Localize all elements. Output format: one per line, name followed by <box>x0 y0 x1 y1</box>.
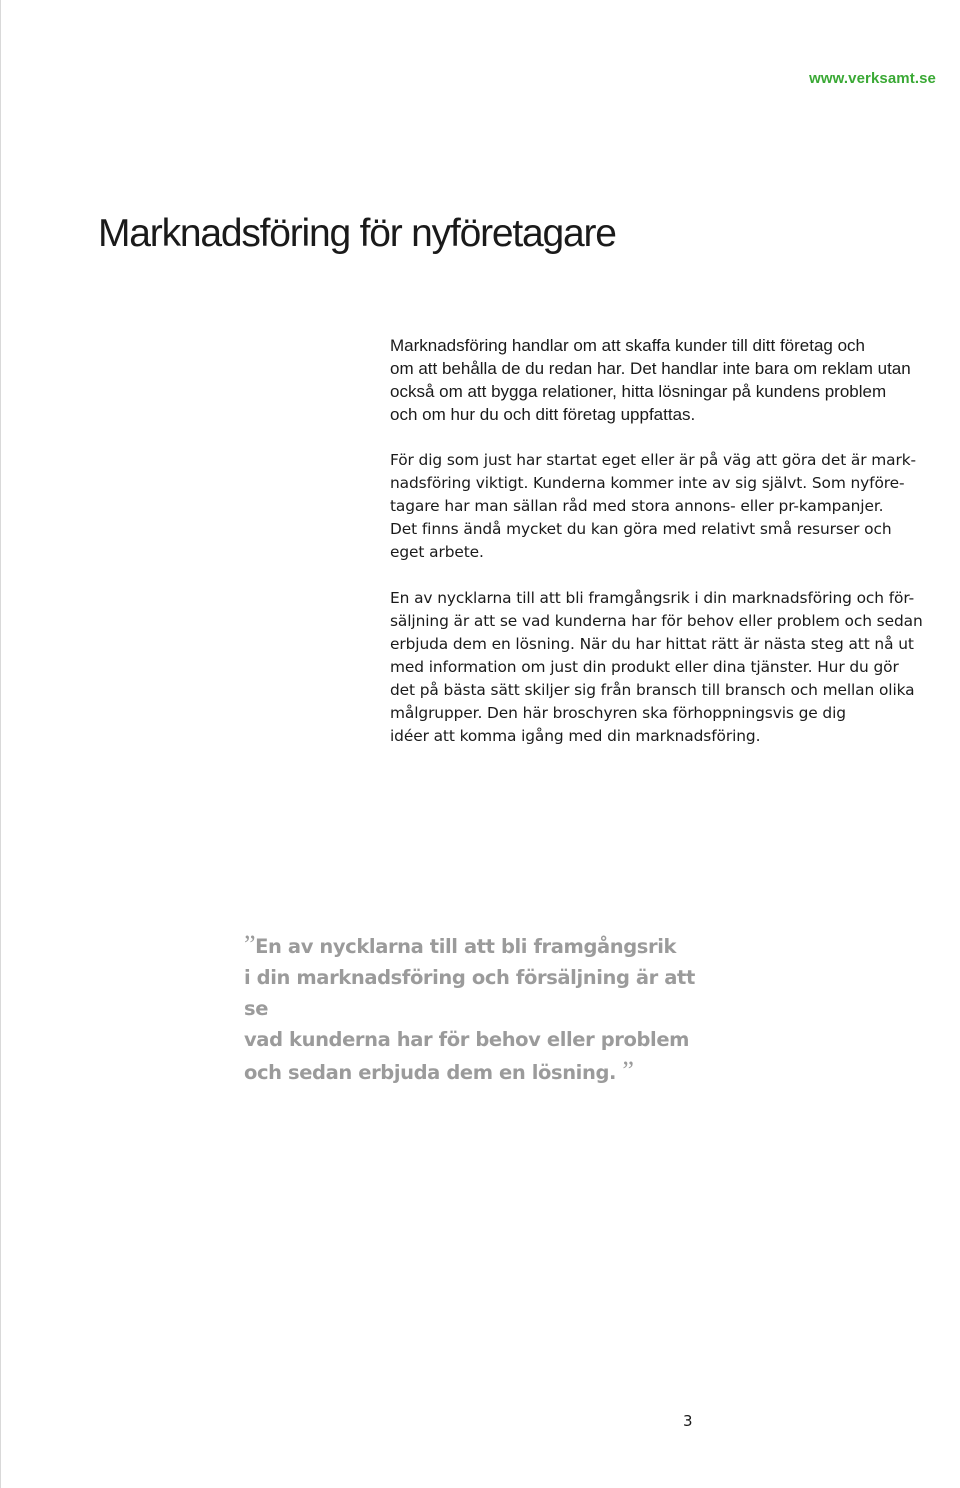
open-quote-mark: ” <box>244 930 256 959</box>
quote-line: och sedan erbjuda dem en lösning. <box>244 1061 617 1084</box>
paragraph-line: det på bästa sätt skiljer sig från bransch till bransch och mellan olika <box>390 681 915 699</box>
intro-line: och om hur du och ditt företag uppfattas. <box>390 405 696 424</box>
page-left-edge <box>0 0 1 1488</box>
paragraph-line: tagare har man sällan råd med stora annons- eller pr-kampanjer. <box>390 497 884 515</box>
paragraph-line: Det finns ändå mycket du kan göra med relativt små resurser och <box>390 520 892 538</box>
quote-line: vad kunderna har för behov eller problem <box>244 1028 690 1051</box>
intro-line: Marknadsföring handlar om att skaffa kunder till ditt företag och <box>390 336 865 355</box>
paragraph-line: erbjuda dem en lösning. När du har hittat rätt är nästa steg att nå ut <box>390 635 914 653</box>
pull-quote <box>244 929 714 1088</box>
paragraph-line: För dig som just har startat eget eller är på väg att göra det är mark- <box>390 451 917 469</box>
paragraph-line: nadsföring viktigt. Kunderna kommer inte av sig självt. Som nyföre- <box>390 474 905 492</box>
page-title: Marknadsföring för nyföretagare <box>98 212 616 255</box>
paragraph-line: med information om just din produkt eller dina tjänster. Hur du gör <box>390 658 899 676</box>
paragraph-line: En av nycklarna till att bli framgångsrik i din marknadsföring och för- <box>390 589 915 607</box>
paragraph-line: eget arbete. <box>390 543 484 561</box>
intro-line: om att behålla de du redan har. Det handlar inte bara om reklam utan <box>390 359 911 378</box>
site-url-link[interactable]: www.verksamt.se <box>809 70 936 87</box>
paragraph-line: säljning är att se vad kunderna har för behov eller problem och sedan <box>390 612 923 630</box>
intro-paragraph <box>390 334 955 426</box>
intro-line: också om att bygga relationer, hitta lösningar på kundens problem <box>390 382 887 401</box>
paragraph-line: idéer att komma igång med din marknadsföring. <box>390 727 761 745</box>
close-quote-mark: ” <box>622 1056 634 1085</box>
paragraph-line: målgrupper. Den här broschyren ska förhoppningsvis ge dig <box>390 704 846 722</box>
quote-line: i din marknadsföring och försäljning är att se <box>244 966 695 1020</box>
page-number: 3 <box>683 1412 693 1430</box>
body-paragraph-3 <box>390 587 955 748</box>
body-paragraph-2 <box>390 449 955 564</box>
quote-line: En av nycklarna till att bli framgångsrik <box>255 935 677 958</box>
